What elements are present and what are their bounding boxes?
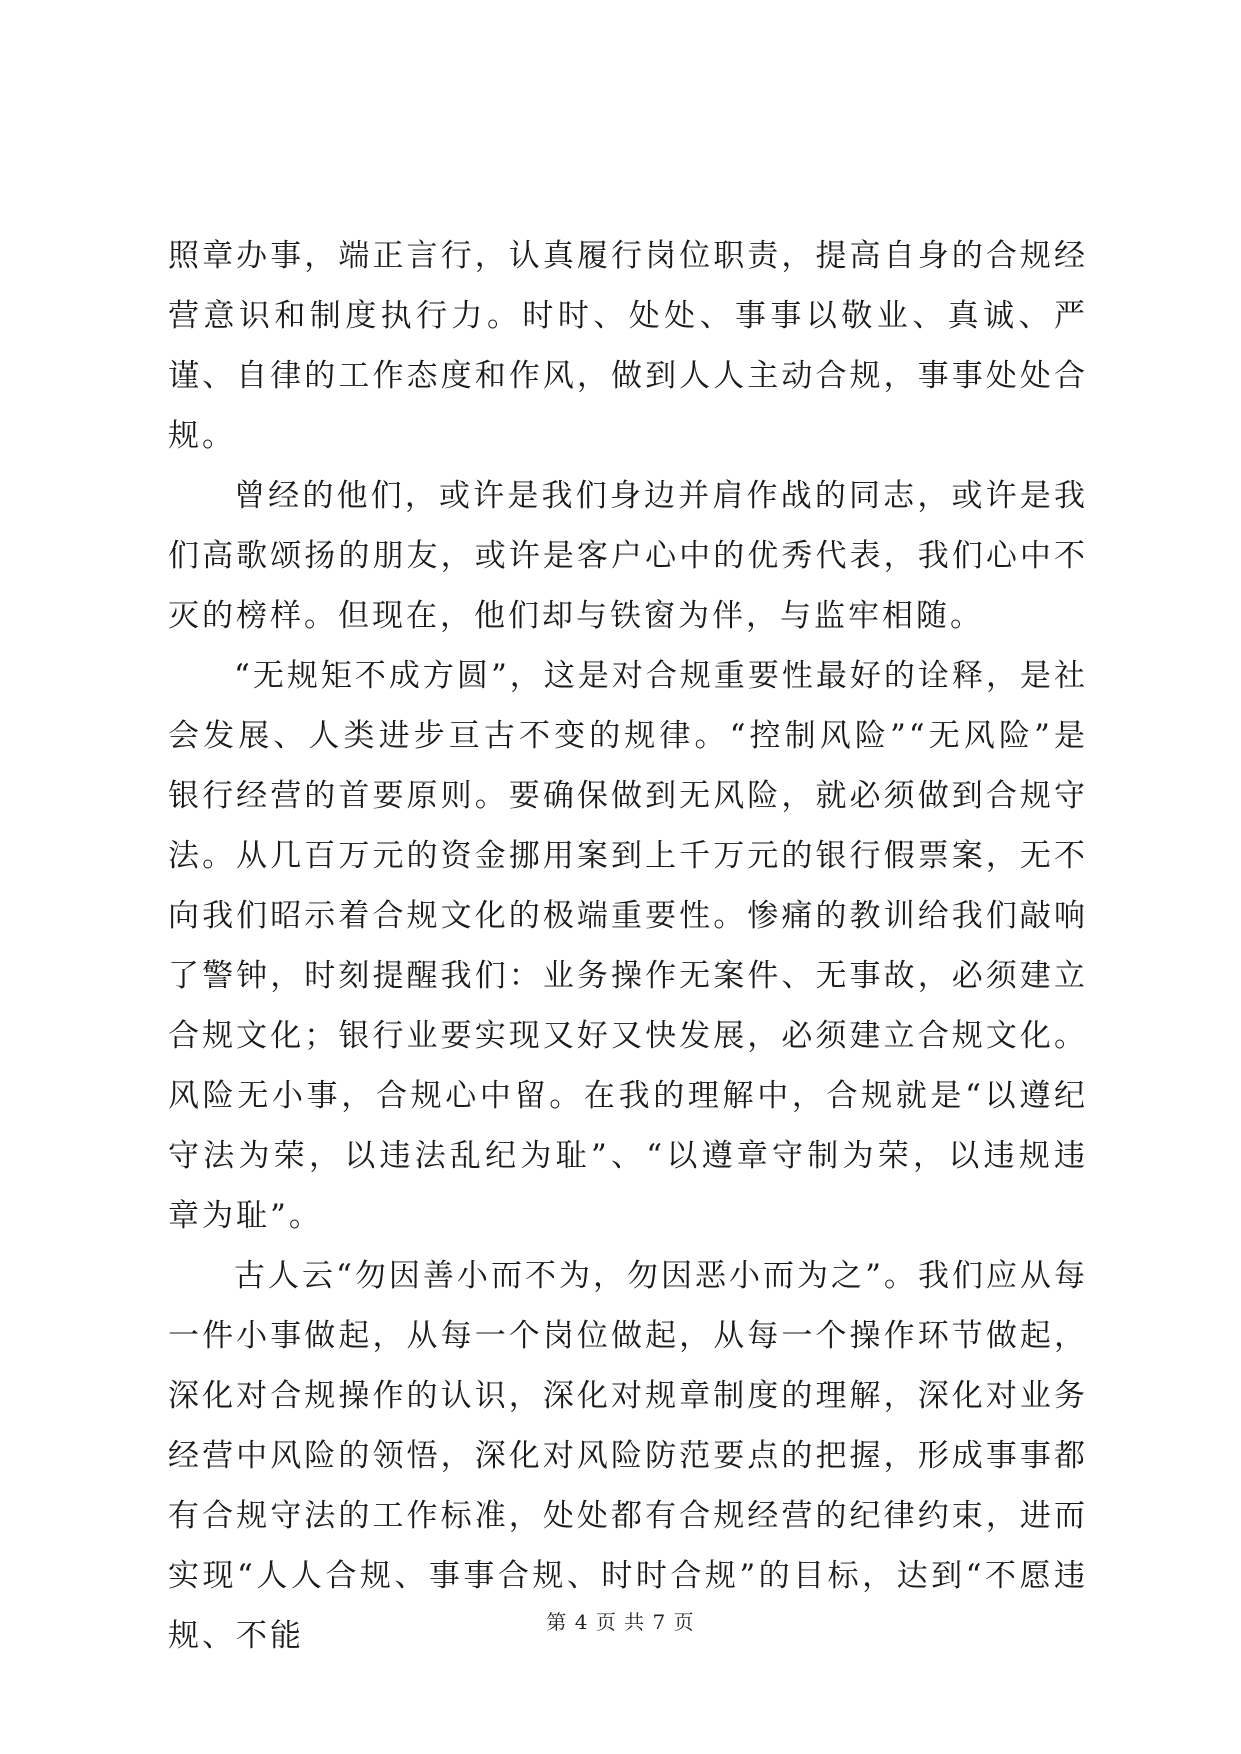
paragraph-4: 古人云“勿因善小而不为，勿因恶小而为之”。我们应从每一件小事做起，从每一个岗位做起，从每一个操作环节做起，深化对合规操作的认识，深化对规章制度的理解，深化对业务经营中风险的领悟，深化对风险防范要点的把握，形成事事都有合规守法的工作标准，处处都有合规经营的纪律约束，进而实现“人人合规、事事合规、时时合规”的目标，达到“不愿违规、不能 xyxy=(168,1258,1088,1654)
body-text xyxy=(168,226,1088,1666)
page-number-footer: 第 4 页 共 7 页 xyxy=(546,1610,695,1634)
paragraph-3: “无规矩不成方圆”，这是对合规重要性最好的诠释，是社会发展、人类进步亘古不变的规律。“控制风险”“无风险”是银行经营的首要原则。要确保做到无风险，就必须做到合规守法。从几百万元的资金挪用案到上千万元的银行假票案，无不向我们昭示着合规文化的极端重要性。惨痛的教训给我们敲响了警钟，时刻提醒我们：业务操作无案件、无事故，必须建立合规文化；银行业要实现又好又快发展，必须建立合规文化。风险无小事，合规心中留。在我的理解中，合规就是“以遵纪守法为荣，以违法乱纪为耻”、“以遵章守制为荣，以违规违章为耻”。 xyxy=(168,658,1088,1234)
paragraph-1: 照章办事，端正言行，认真履行岗位职责，提高自身的合规经营意识和制度执行力。时时、处处、事事以敬业、真诚、严谨、自律的工作态度和作风，做到人人主动合规，事事处处合规。 xyxy=(168,238,1088,454)
paragraph-2: 曾经的他们，或许是我们身边并肩作战的同志，或许是我们高歌颂扬的朋友，或许是客户心中的优秀代表，我们心中不灭的榜样。但现在，他们却与铁窗为伴，与监牢相随。 xyxy=(168,478,1088,634)
